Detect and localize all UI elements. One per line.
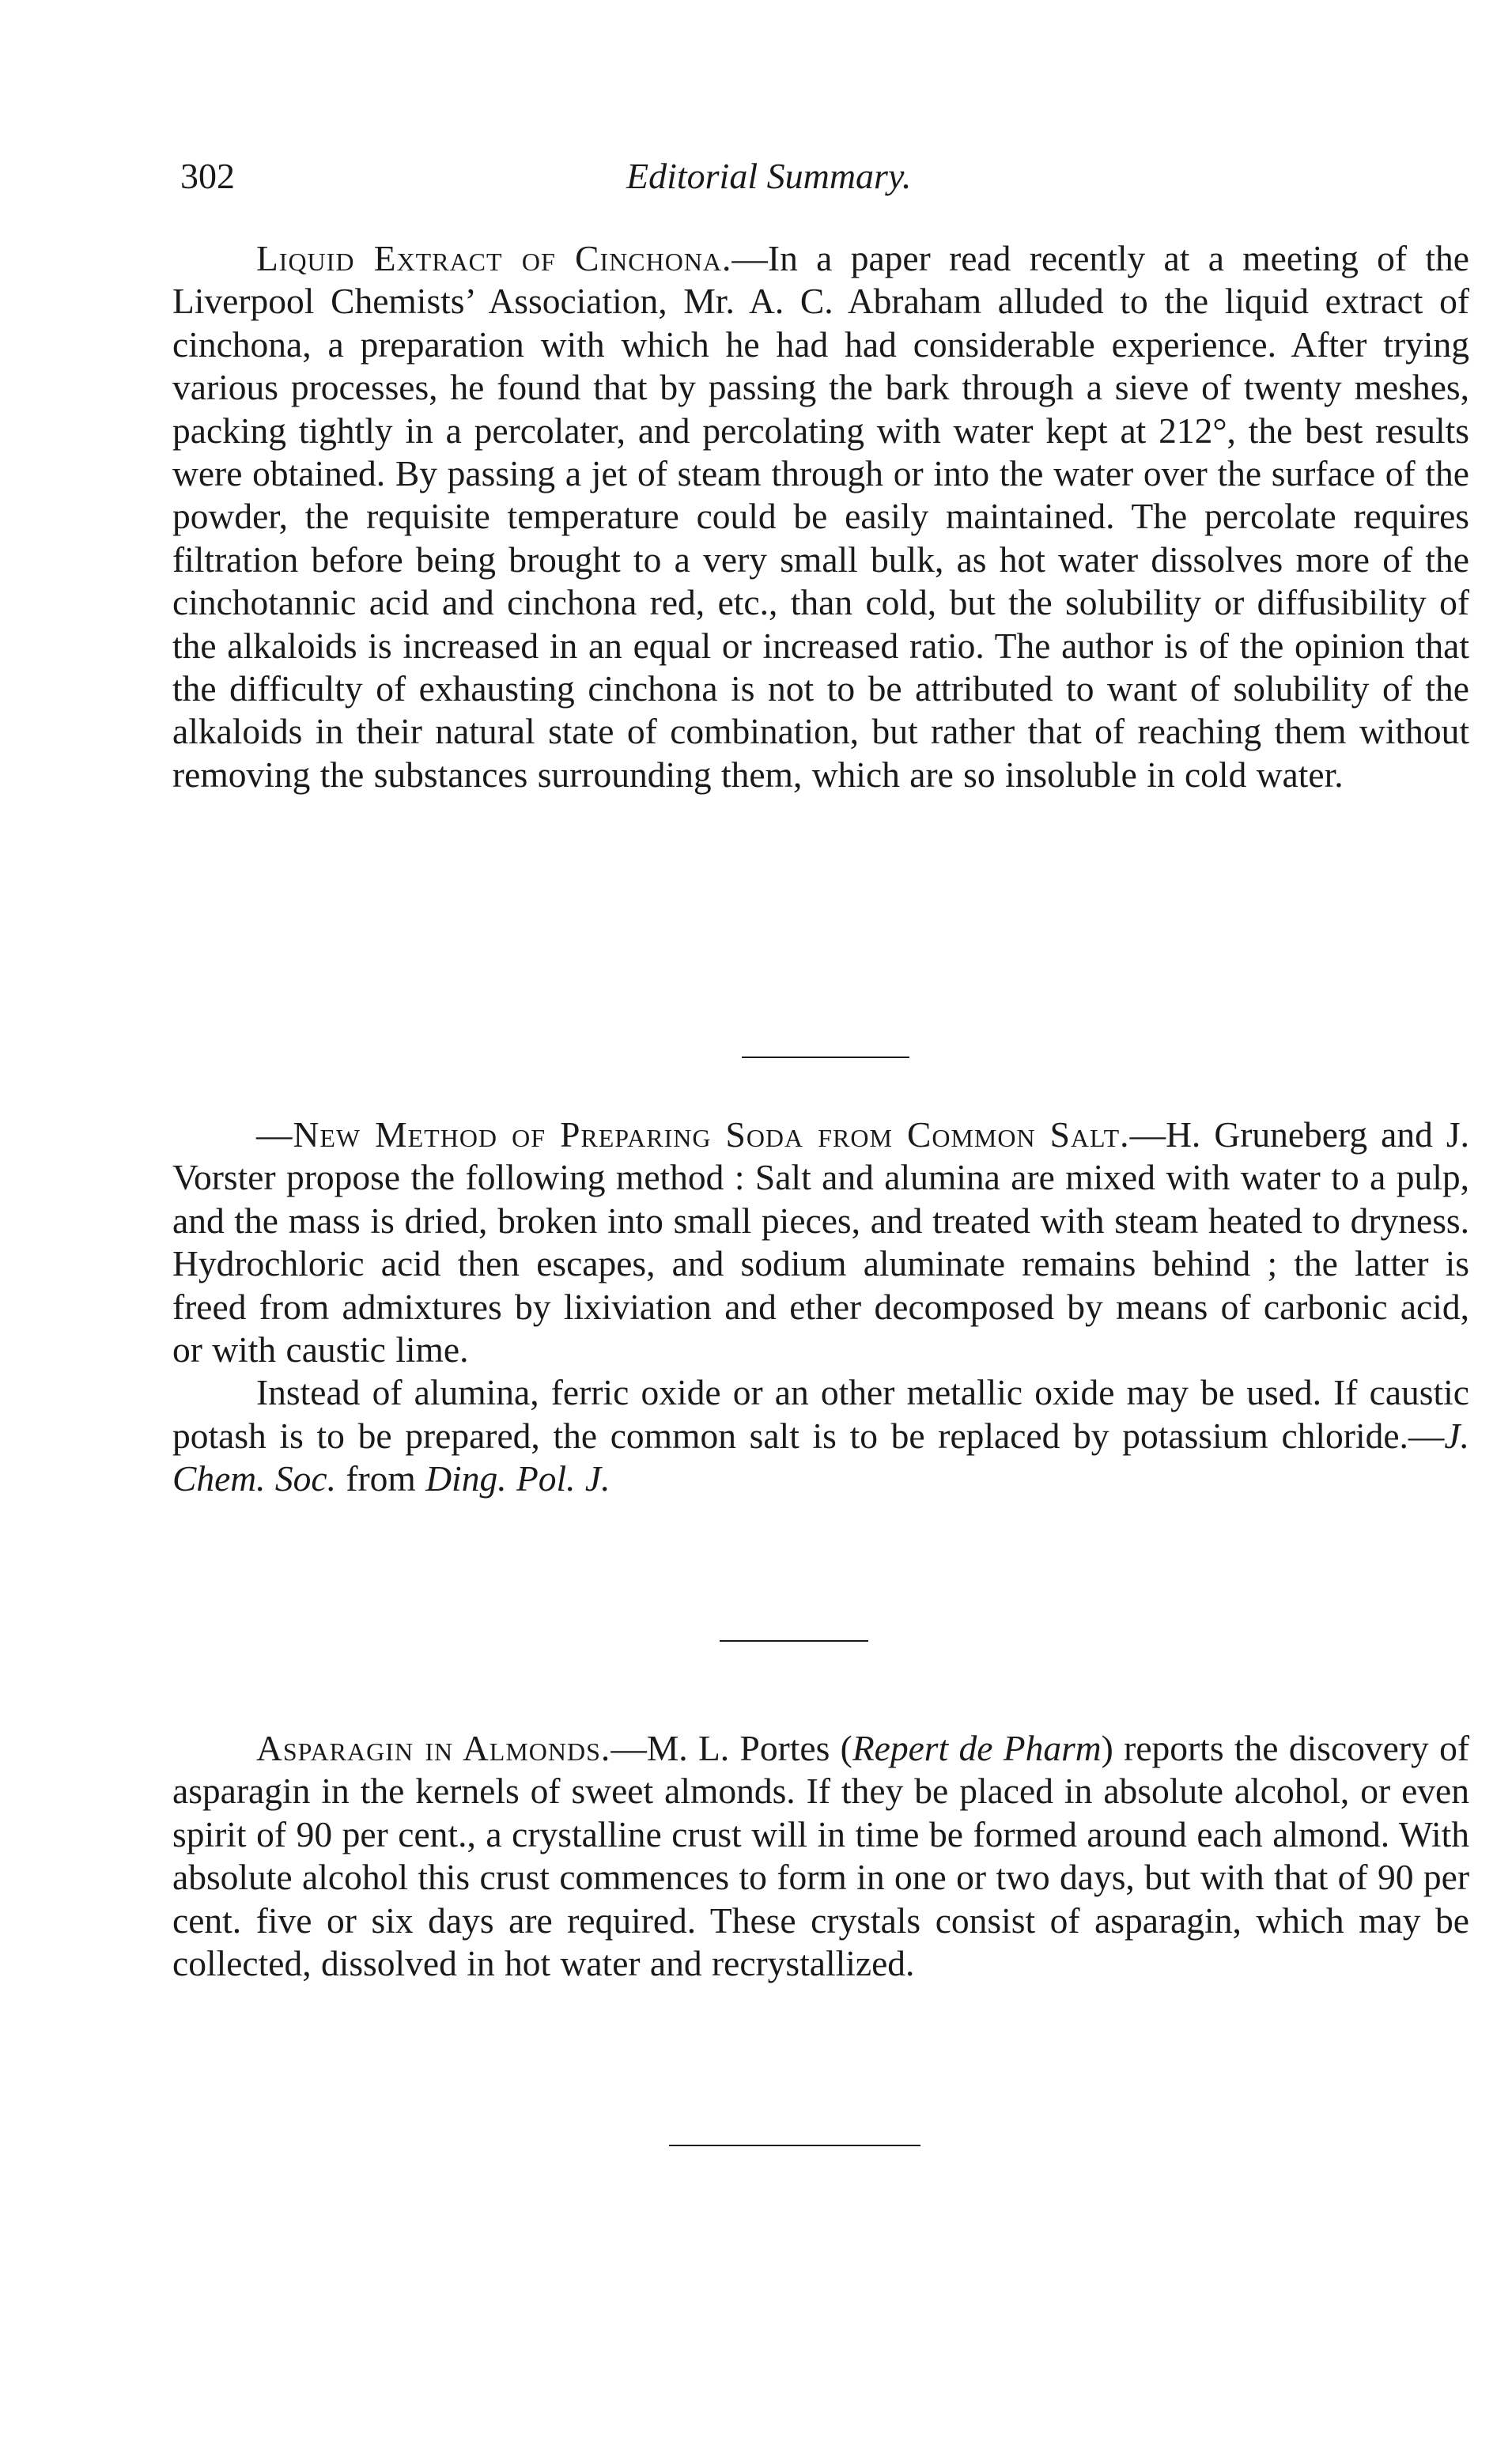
article-liquid-extract-of-cinchona: [172, 237, 1469, 796]
article-title: Asparagin in Almonds.: [256, 1728, 611, 1768]
article-paragraph: [172, 1371, 1469, 1500]
article-body-intro: —M. L. Portes (: [610, 1728, 852, 1768]
section-divider: [742, 1057, 909, 1058]
article-body: —H. Gruneberg and J. Vorster propose the following method : Salt and alumina are mixed with water to a pulp, and the mass is dried, broken into small pieces, and treated with steam heated to dryness. Hydrochloric acid then escapes, and sodium aluminate remains behind ; the latter is freed from admixtures by lixiviation and ether decomposed by means of carbonic acid, or with caustic lime.: [172, 1114, 1469, 1370]
article-title: Liquid Extract of Cinchona.: [256, 238, 732, 278]
section-divider: [669, 2145, 920, 2146]
article-body: Instead of alumina, ferric oxide or an other metallic oxide may be used. If caustic potash is to be prepared, the common salt is to be replaced by potassium chloride.—: [172, 1372, 1469, 1456]
article-asparagin-in-almonds: [172, 1727, 1469, 1985]
article-paragraph: [172, 237, 1469, 796]
citation-journal: J. Chem. Soc.: [172, 1415, 1469, 1499]
article-title: —New Method of Preparing Soda from Common Salt.: [256, 1114, 1130, 1155]
running-head: Editorial Summary.: [626, 156, 912, 196]
article-paragraph: [172, 1727, 1469, 1985]
article-paragraph: [172, 1113, 1469, 1371]
article-soda-from-common-salt: [172, 1113, 1469, 1501]
citation-source: Ding. Pol. J.: [425, 1458, 610, 1499]
article-body: ) reports the discovery of asparagin in the kernels of sweet almonds. If they be placed in absolute alcohol, or even spirit of 90 per cent., a crystalline crust will in time be formed around each almond. With absolute alcohol this crust commences to form in one or two days, but with that of 90 per cent. five or six days are required. These crystals consist of asparagin, which may be collected, dissolved in hot water and recrystallized.: [172, 1728, 1469, 1984]
page-number: 302: [180, 156, 235, 196]
article-body: —In a paper read recently at a meeting of the Liverpool Chemists’ Association, Mr. A. C. Abraham alluded to the liquid extract of cinchona, a preparation with which he had had considerable experience. After trying various processes, he found that by passing the bark through a sieve of twenty meshes, packing tightly in a percolater, and percolating with water kept at 212°, the best results were obtained. By passing a jet of steam through or into the water over the surface of the powder, the requisite temperature could be easily maintained. The percolate requires filtration before being brought to a very small bulk, as hot water dissolves more of the cinchotannic acid and cinchona red, etc., than cold, but the solubility or diffusibility of the alkaloids is increased in an equal or increased ratio. The author is of the opinion that the difficulty of exhausting cinchona is not to be attributed to want of solubility of the alkaloids in their natural state of combination, but rather that of reaching them without removing the substances surrounding them, which are so insoluble in cold water.: [172, 238, 1469, 795]
section-divider: [720, 1640, 868, 1642]
citation-source: Repert de Pharm: [852, 1728, 1102, 1768]
citation-connector: from: [335, 1458, 426, 1499]
page-header: [180, 155, 1287, 210]
